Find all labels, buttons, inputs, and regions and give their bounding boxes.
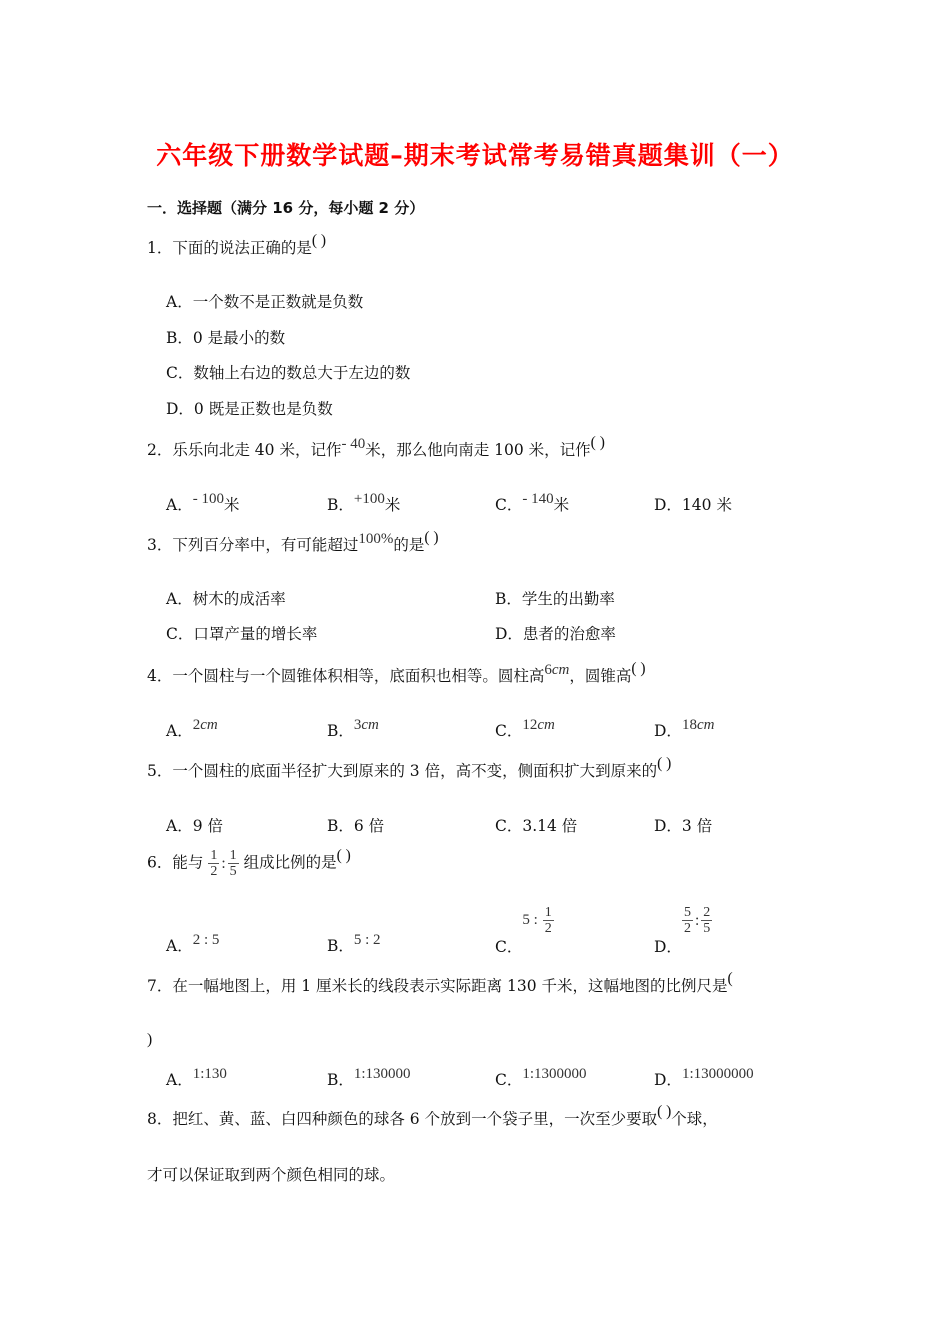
answer-blank: ( ) — [590, 434, 605, 451]
option-label: A． — [166, 722, 193, 740]
math-number: 3 — [353, 717, 362, 733]
math-unit: cm — [361, 717, 379, 733]
fraction — [682, 905, 693, 936]
q3-option-c: C．口罩产量的增长率 — [166, 625, 318, 643]
q3-option-b: B．学生的出勤率 — [495, 590, 615, 608]
unit: 米 — [384, 496, 401, 514]
question-8-stem-cont: 个球， — [671, 1110, 718, 1128]
q7-option-d — [654, 1068, 754, 1090]
math-value: 1:130000 — [353, 1066, 411, 1082]
math-value: 1:130 — [192, 1066, 227, 1082]
question-7-stem: 7．在一幅地图上，用 1 厘米长的线段表示实际距离 130 千米，这幅地图的比例尺是 — [147, 977, 728, 995]
denominator: 5 — [229, 864, 237, 879]
question-2 — [147, 434, 605, 460]
q4-option-a — [166, 719, 218, 741]
math-unit: cm — [537, 717, 555, 733]
option-label: A． — [166, 1071, 193, 1089]
unit: 米 — [223, 496, 240, 514]
answer-blank: ( ) — [424, 529, 439, 546]
question-8-stem: 8．把红、黄、蓝、白四种颜色的球各 6 个放到一个袋子里，一次至少要取 — [147, 1110, 658, 1128]
denominator: 2 — [683, 921, 691, 936]
answer-blank-close: ) — [147, 1031, 153, 1048]
math-value: 5 : 2 — [353, 932, 381, 948]
fraction — [208, 848, 219, 879]
math-value: 1:13000000 — [681, 1066, 754, 1082]
question-8-line-2: 才可以保证取到两个颜色相同的球。 — [147, 1166, 396, 1184]
question-4 — [147, 660, 646, 686]
math-unit: cm — [696, 717, 715, 733]
q1-option-d: D．0 既是正数也是负数 — [166, 400, 333, 418]
q1-option-a: A．一个数不是正数就是负数 — [166, 293, 364, 311]
answer-blank: ( ) — [657, 1103, 672, 1120]
question-6-stem: 6．能与 — [147, 853, 204, 872]
question-1 — [147, 232, 327, 258]
q7-option-b — [327, 1068, 411, 1090]
q4-option-b — [327, 719, 379, 741]
option-label: A． — [166, 496, 193, 514]
question-4-stem-cont: ，圆锥高 — [569, 667, 632, 685]
q5-option-a: A．9 倍 — [166, 817, 223, 835]
math-value: 2 : 5 — [192, 932, 220, 948]
q2-option-a — [166, 493, 239, 515]
q5-option-d: D．3 倍 — [654, 817, 713, 835]
section-heading: 一．选择题（满分 16 分，每小题 2 分） — [147, 199, 425, 217]
question-5-stem: 5．一个圆柱的底面半径扩大到原来的 3 倍，高不变，侧面积扩大到原来的 — [147, 762, 658, 780]
math-value — [682, 717, 715, 733]
option-label: D． — [654, 1071, 682, 1089]
math-value — [193, 717, 218, 733]
q1-option-b: B．0 是最小的数 — [166, 329, 286, 347]
question-4-stem: 4．一个圆柱与一个圆锥体积相等，底面积也相等。圆柱高 — [147, 667, 545, 685]
question-6-stem-cont: 组成比例的是 — [243, 853, 337, 872]
fraction — [701, 905, 712, 936]
option-label: B． — [327, 937, 354, 955]
option-label: C． — [495, 1071, 523, 1089]
math-unit: cm — [200, 717, 218, 733]
q7-option-a — [166, 1068, 227, 1090]
math-number: 6 — [544, 662, 552, 678]
math-number: 18 — [681, 717, 697, 733]
option-label: B． — [327, 496, 354, 514]
question-1-stem: 1．下面的说法正确的是 — [147, 239, 312, 257]
numerator: 1 — [210, 848, 218, 863]
q7-option-c — [495, 1068, 587, 1090]
option-label: D． — [654, 937, 682, 956]
option-label: D． — [654, 722, 682, 740]
q1-option-c: C．数轴上右边的数总大于左边的数 — [166, 364, 411, 382]
option-label: C． — [495, 937, 523, 956]
denominator: 2 — [544, 921, 552, 936]
option-label: B． — [327, 1071, 354, 1089]
ratio-colon: : — [694, 911, 700, 929]
question-8 — [147, 1103, 718, 1129]
q6-option-b — [327, 934, 381, 956]
answer-blank-open: ( — [727, 970, 733, 987]
unit: 米 — [553, 496, 570, 514]
math-value: +100 — [353, 491, 385, 507]
q6-option-a — [166, 934, 219, 956]
question-5 — [147, 755, 672, 781]
denominator: 2 — [210, 864, 218, 879]
denominator: 5 — [703, 921, 711, 936]
math-number: 12 — [522, 717, 538, 733]
math-unit: cm — [551, 662, 570, 678]
question-2-stem: 2．乐乐向北走 40 米，记作 — [147, 441, 342, 459]
q4-option-d — [654, 719, 714, 741]
numerator: 2 — [703, 905, 711, 920]
option-label: B． — [327, 722, 354, 740]
math-value — [544, 662, 569, 678]
q5-option-b: B．6 倍 — [327, 817, 385, 835]
page-title: 六年级下册数学试题–期末考试常考易错真题集训（一） — [156, 141, 794, 170]
ratio-colon: : — [221, 854, 226, 872]
option-label: A． — [166, 937, 193, 955]
math-value: 100% — [358, 531, 394, 547]
question-3 — [147, 529, 439, 555]
math-value: - 100 — [192, 491, 224, 507]
option-label: C． — [495, 496, 523, 514]
fraction — [543, 905, 554, 936]
answer-blank: ( ) — [311, 232, 327, 249]
math-value: - 140 — [522, 491, 554, 507]
question-6 — [147, 848, 351, 879]
q6-option-c — [495, 905, 554, 956]
option-label: C． — [495, 722, 523, 740]
question-3-stem-cont: 的是 — [393, 536, 425, 554]
numerator: 1 — [544, 905, 552, 920]
fraction — [228, 848, 239, 879]
q2-option-c — [495, 493, 569, 515]
math-value: - 40 — [341, 436, 366, 452]
q7-paren-close — [147, 1030, 152, 1049]
q4-option-c — [495, 719, 555, 741]
answer-blank: ( ) — [336, 846, 351, 864]
math-number: 2 — [192, 717, 201, 733]
answer-blank: ( ) — [657, 755, 672, 772]
q3-option-a: A．树木的成活率 — [166, 590, 286, 608]
numerator: 5 — [683, 905, 691, 920]
math-value — [354, 717, 379, 733]
math-value — [522, 717, 555, 733]
math-value: 5 : — [522, 912, 538, 928]
question-2-stem-cont: 米，那么他向南走 100 米，记作 — [365, 441, 591, 459]
question-3-stem: 3．下列百分率中，有可能超过 — [147, 536, 359, 554]
q2-option-d: D．140 米 — [654, 496, 732, 514]
q3-option-d: D．患者的治愈率 — [495, 625, 616, 643]
math-value: 1:1300000 — [522, 1066, 587, 1082]
q2-option-b — [327, 493, 400, 515]
numerator: 1 — [229, 848, 237, 863]
question-7 — [147, 970, 733, 996]
q6-option-d — [654, 905, 712, 956]
q5-option-c: C．3.14 倍 — [495, 817, 578, 835]
answer-blank: ( ) — [631, 660, 646, 677]
